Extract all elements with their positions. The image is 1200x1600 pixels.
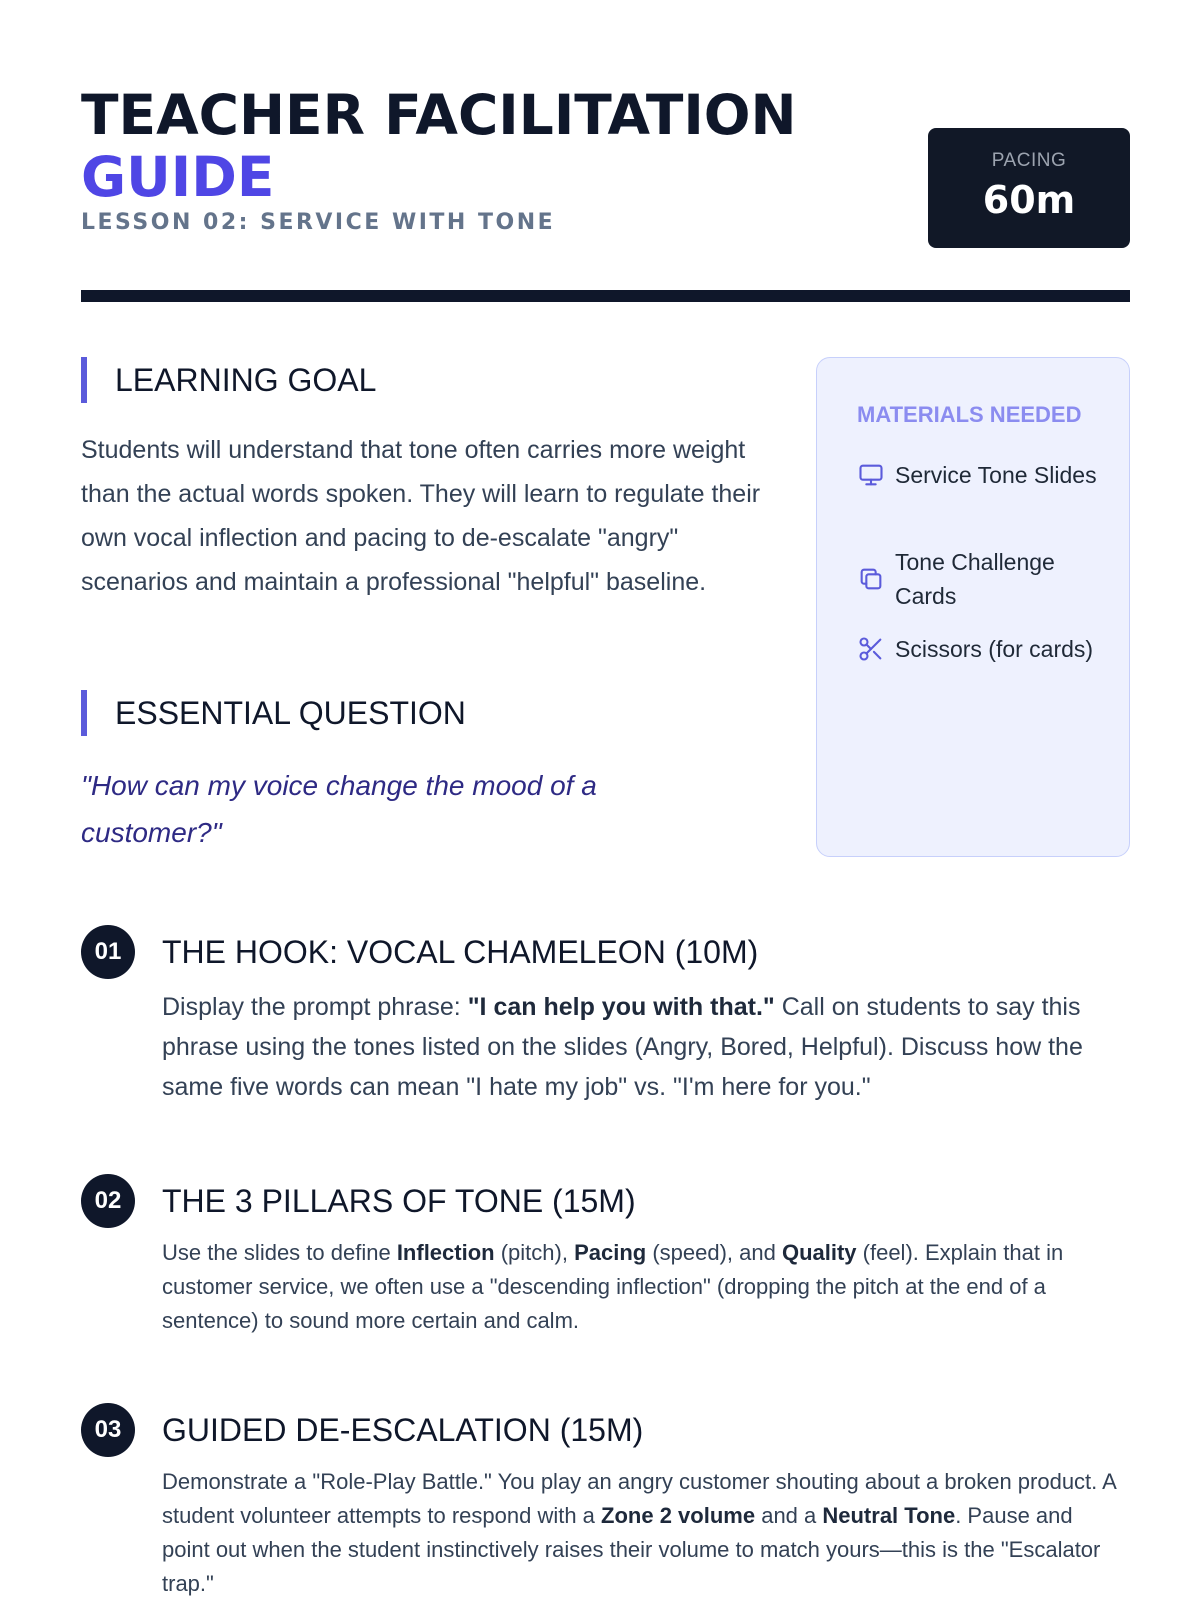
- step-number: 03: [81, 1403, 135, 1457]
- page-title: TEACHER FACILITATION: [81, 83, 797, 147]
- step-number: 02: [81, 1174, 135, 1228]
- lesson-subtitle: LESSON 02: SERVICE WITH TONE: [81, 210, 556, 235]
- step-title: THE HOOK: VOCAL CHAMELEON (10M): [162, 934, 759, 970]
- scissors-icon: [857, 635, 885, 663]
- essential-question-heading: ESSENTIAL QUESTION: [81, 690, 466, 736]
- essential-question-text: "How can my voice change the mood of a customer?": [81, 770, 597, 848]
- step-number: 01: [81, 925, 135, 979]
- materials-item-label: Service Tone Slides: [895, 462, 1097, 488]
- materials-item-label: Tone Challenge Cards: [895, 549, 1055, 609]
- pacing-label: PACING: [991, 150, 1067, 171]
- pacing-value: 60m: [982, 178, 1076, 222]
- materials-title: MATERIALS NEEDED: [857, 402, 1082, 427]
- page-title-accent: GUIDE: [81, 145, 275, 209]
- materials-item-label: Scissors (for cards): [895, 636, 1094, 662]
- header-divider: [81, 290, 1130, 302]
- step-body: Use the slides to define Inflection (pitch), Pacing (speed), and Quality (feel). Explain that in customer service, we often use a "descending inflection" (dropping the pitch at the end of a sentence) to sound more certain and calm.: [162, 1240, 1064, 1333]
- learning-goal-heading: LEARNING GOAL: [81, 357, 376, 403]
- materials-item: [857, 632, 1107, 666]
- pacing-badge: [928, 128, 1130, 248]
- materials-panel: [816, 357, 1130, 857]
- step-title: GUIDED DE-ESCALATION (15M): [162, 1412, 644, 1448]
- step-body: Demonstrate a "Role-Play Battle." You play an angry customer shouting about a broken product. A student volunteer attempts to respond with a Zone 2 volume and a Neutral Tone. Pause and point out when the student instinctively raises their volume to match yours—this is the "Escalator trap.": [162, 1469, 1116, 1596]
- monitor-icon: [857, 461, 885, 489]
- learning-goal-text: Students will understand that tone often carries more weight than the actual words spoken. They will learn to regulate their own vocal inflection and pacing to de-escalate "angry" scenarios and maintain a professional "helpful" baseline.: [81, 436, 761, 596]
- step-title: THE 3 PILLARS OF TONE (15M): [162, 1183, 636, 1219]
- copy-cards-icon: [857, 565, 885, 593]
- step-body: Display the prompt phrase: "I can help you with that." Call on students to say this phrase using the tones listed on the slides (Angry, Bored, Helpful). Discuss how the same five words can mean "I hate my job" vs. "I'm here for you.": [162, 993, 1083, 1101]
- materials-item: [857, 545, 1107, 613]
- materials-item: [857, 458, 1107, 492]
